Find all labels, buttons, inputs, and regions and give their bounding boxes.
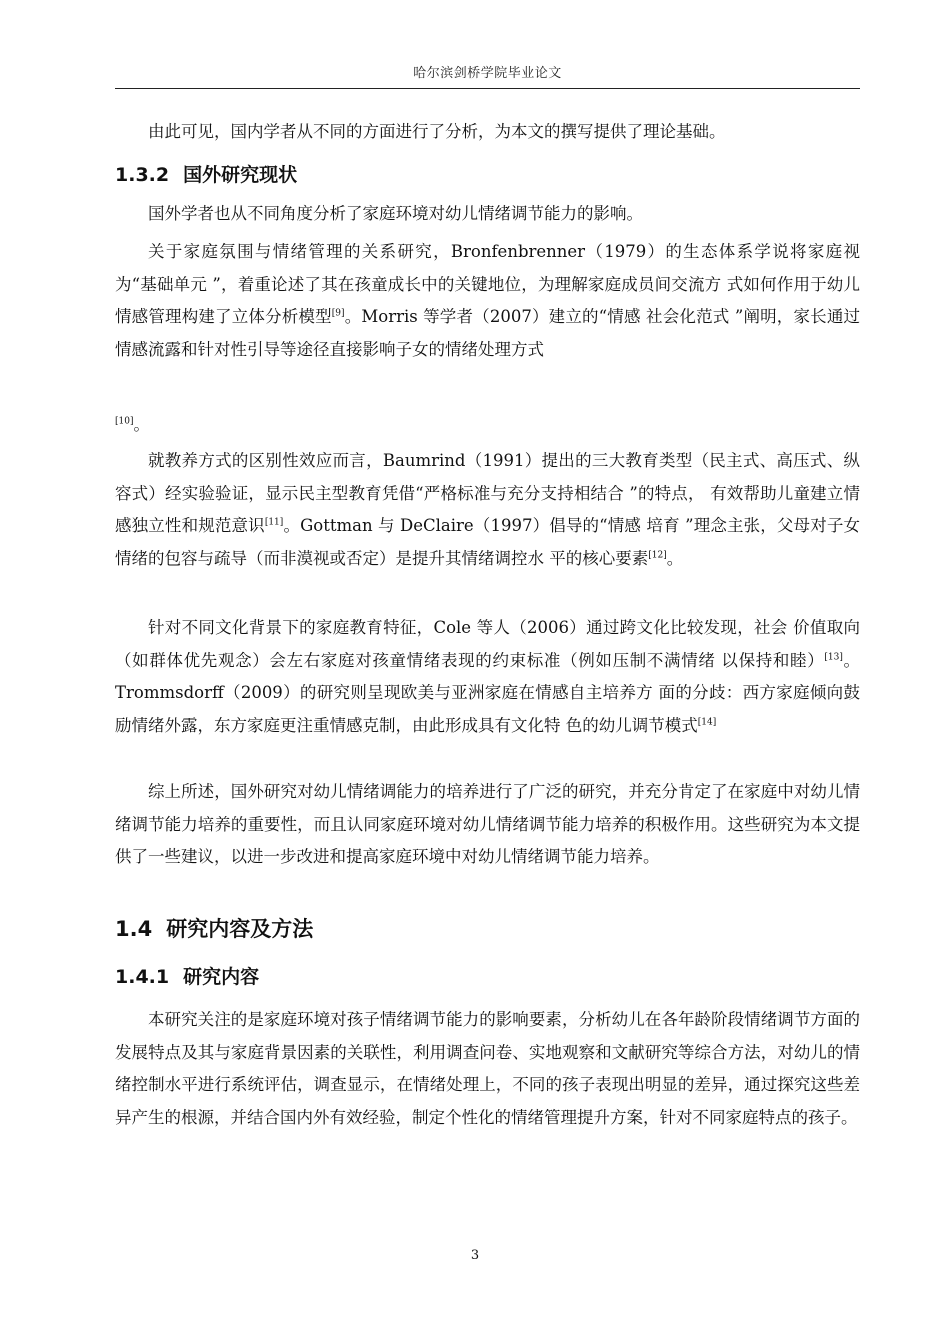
citation-12: [12] bbox=[648, 550, 667, 560]
header-rule bbox=[115, 88, 860, 89]
citation-13: [13] bbox=[824, 652, 843, 662]
citation-14: [14] bbox=[697, 717, 717, 727]
section-heading-1-4 bbox=[115, 913, 313, 943]
section-title: 研究内容及方法 bbox=[166, 917, 314, 941]
section-number: 1.4.1 bbox=[115, 966, 170, 988]
paragraph-3-text-c: 。 bbox=[666, 548, 684, 568]
running-header: 哈尔滨剑桥学院毕业论文 bbox=[413, 66, 562, 81]
paragraph-2-text-a: 关于家庭氛围与情绪管理的关系研究，Bronfenbrenner（1979）的生态体系学说将家庭视为“基础单元 ”，着重论述了其在孩童成长中的关键地位，为理解家庭成员间交流方 式如何作用于幼儿情感管理构建了立体分析模型 bbox=[115, 242, 860, 326]
paragraph-1: 国外学者也从不同角度分析了家庭环境对幼儿情绪调节能力的影响。 bbox=[148, 204, 643, 223]
citation-line-period: 。 bbox=[133, 415, 150, 434]
section-title: 国外研究现状 bbox=[183, 164, 298, 186]
paragraph-2-text-b: 。Morris 等学者（2007）建立的“情感 社会化范式 ”阐明，家长通过情感流露和针对性引导等途径直接影响子女的情绪处理方式 bbox=[115, 307, 860, 359]
paragraph-3 bbox=[115, 445, 860, 575]
paragraph-3-text-b: 。Gottman 与 DeClaire（1997）倡导的“情感 培育 ”理念主张，父母对子女情绪的包容与疏导（而非漠视或否定）是提升其情绪调控水 平的核心要素 bbox=[115, 516, 860, 568]
section-heading-1-3-2 bbox=[115, 160, 297, 187]
paragraph-4 bbox=[115, 612, 860, 742]
citation-11: [11] bbox=[264, 517, 284, 528]
paragraph-6: 本研究关注的是家庭环境对孩子情绪调节能力的影响要素，分析幼儿在各年龄阶段情绪调节方面的发展特点及其与家庭背景因素的关联性，利用调查问卷、实地观察和文献研究等综合方法，对幼儿的情绪控制水平进行系统评估，调查显示，在情绪处理上，不同的孩子表现出明显的差异，通过探究这些差异产生的根源，并结合国内外有效经验，制定个性化的情绪管理提升方案，针对不同家庭特点的孩子。 bbox=[115, 1010, 860, 1127]
citation-line bbox=[115, 412, 150, 435]
paragraph-3-text-a: 就教养方式的区别性效应而言，Baumrind（1991）提出的三大教育类型（民主式、高压式、纵容式）经实验验证，显示民主型教育凭借“严格标准与充分支持相结合 ”的特点， 有效帮助儿童建立情感独立性和规范意识 bbox=[115, 451, 860, 535]
section-number: 1.4 bbox=[115, 917, 153, 941]
page-number: 3 bbox=[470, 1248, 480, 1263]
paragraph-4-text-b: 。Trommsdorff（2009）的研究则呈现欧美与亚洲家庭在情感自主培养方 面的分歧：西方家庭倾向鼓励情绪外露，东方家庭更注重情感克制，由此形成具有文化特 色的幼儿调节模式 bbox=[115, 650, 861, 735]
paragraph-2 bbox=[115, 236, 860, 366]
intro-paragraph: 由此可见，国内学者从不同的方面进行了分析，为本文的撰写提供了理论基础。 bbox=[148, 122, 726, 141]
section-title: 研究内容 bbox=[183, 966, 260, 988]
paragraph-5: 综上所述，国外研究对幼儿情绪调能力的培养进行了广泛的研究，并充分肯定了在家庭中对幼儿情绪调节能力培养的重要性，而且认同家庭环境对幼儿情绪调节能力培养的积极作用。这些研究为本文提供了一些建议，以进一步改进和提高家庭环境中对幼儿情绪调节能力培养。 bbox=[115, 782, 860, 866]
citation-10: [10] bbox=[115, 416, 134, 427]
paragraph-4-text-a: 针对不同文化背景下的家庭教育特征，Cole 等人（2006）通过跨文化比较发现，社会 价值取向（如群体优先观念）会左右家庭对孩童情绪表现的约束标准（例如压制不满情绪 以保持和睦） bbox=[115, 618, 860, 670]
citation-9: [9] bbox=[331, 308, 345, 319]
section-number: 1.3.2 bbox=[115, 164, 170, 186]
section-heading-1-4-1 bbox=[115, 962, 259, 989]
